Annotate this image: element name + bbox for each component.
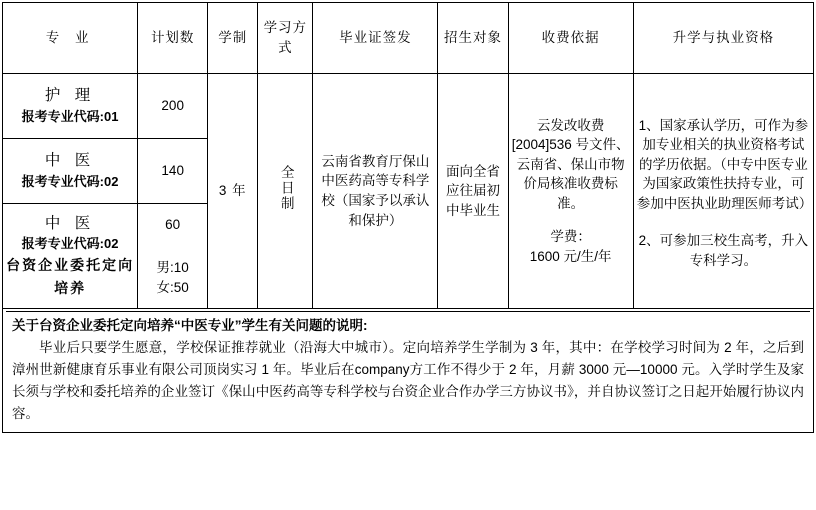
major-name: 中 医 [44, 152, 96, 170]
tuition-label: 学费： [550, 229, 591, 245]
enrollment-table [2, 2, 814, 433]
tuition-amount: 1600 元/生/年 [529, 248, 612, 264]
note-body-text: 毕业后只要学生愿意，学校保证推荐就业（沿海大中城市）。定向培养学生学制为 3 年，其中：在学校学习时间为 2 年，之后到漳州世新健康育乐事业有限公司顶岗实习 1 年。毕业后在company方工作不得少于 2 年，月薪 3000 元—10000 元。入学时学生及家长须与学校和委托培养的企业签订《保山中医药高等专科学校与台资企业合作办学三方协议书》，并自协议签订之日起开始履行协议内容。 [12, 340, 804, 421]
note-row [3, 309, 814, 433]
upgrade-qualification-cell [633, 74, 813, 309]
major-code: 报考专业代码:02 [21, 173, 119, 189]
schooling-years [208, 74, 258, 309]
plan-number: 200 [138, 74, 208, 139]
major-code: 报考专业代码:01 [21, 108, 119, 124]
certificate-issuer: 云南省教育厅保山中医药高等专科学校（国家予以承认和保护） [313, 74, 438, 309]
schooling-years-text: 3 年 [218, 183, 247, 199]
header-major: 专 业 [3, 3, 138, 74]
major-cell-tcm-commissioned [3, 204, 138, 309]
note-body [6, 337, 810, 429]
table-row [3, 74, 814, 139]
plan-male-count: 男:10 [156, 260, 189, 276]
enrollment-target: 面向全省应往届初中毕业生 [438, 74, 508, 309]
plan-number-cell [138, 204, 208, 309]
plan-female-count: 女:50 [156, 279, 189, 295]
plan-number: 60 [165, 216, 181, 232]
header-fee-basis: 收费依据 [508, 3, 633, 74]
table-header-row [3, 3, 814, 74]
major-subtitle: 台资企业委托定向培养 [6, 257, 135, 296]
note-cell [3, 309, 814, 433]
study-mode-text: 全日制 [278, 164, 294, 212]
header-study-mode: 学习方式 [258, 3, 313, 74]
note-title: 关于台资企业委托定向培养“中医专业”学生有关问题的说明: [12, 318, 368, 333]
major-name: 中 医 [44, 214, 96, 232]
major-cell-tcm [3, 139, 138, 204]
major-code: 报考专业代码:02 [21, 236, 119, 252]
plan-number: 140 [138, 139, 208, 204]
major-name: 护 理 [44, 87, 96, 105]
major-cell-nursing [3, 74, 138, 139]
document-sheet [0, 2, 816, 510]
upgrade-paragraph-2: 2、可参加三校生高考，升入专科学习。 [638, 233, 809, 268]
header-upgrade-qualification: 升学与执业资格 [633, 3, 813, 74]
fee-basis-paragraph: 云发改收费[2004]536 号文件、云南省、保山市物价局核准收费标准。 [511, 117, 630, 211]
upgrade-paragraph-1: 1、国家承认学历，可作为参加专业相关的执业资格考试的学历依据。（中专中医专业为国家政策性扶持专业，可参加中医执业助理医师考试） [636, 117, 813, 211]
header-plan: 计划数 [138, 3, 208, 74]
header-certificate: 毕业证签发 [313, 3, 438, 74]
header-schooling: 学制 [208, 3, 258, 74]
study-mode [258, 74, 313, 309]
header-enroll-target: 招生对象 [438, 3, 508, 74]
fee-basis-cell [508, 74, 633, 309]
